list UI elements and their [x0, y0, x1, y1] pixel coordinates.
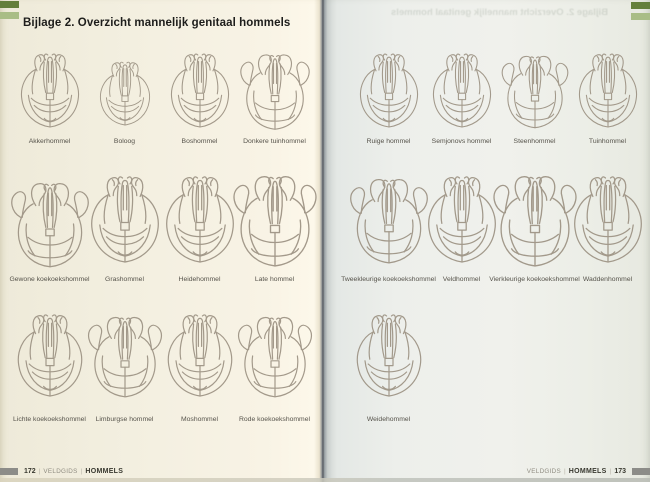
- figure-row: [352, 50, 644, 146]
- corner-bar-light-green-top-right: [631, 13, 650, 20]
- section-title: HOMMELS: [85, 467, 124, 475]
- genitalia-figure: [162, 169, 237, 284]
- figure-row: [9, 166, 312, 284]
- genitalia-drawing-icon: [164, 49, 236, 133]
- genitalia-figure: [237, 301, 312, 424]
- genitalia-drawing-icon: [234, 49, 316, 133]
- species-label: Weidehommel: [366, 416, 411, 423]
- book-title: VELDGIDS: [43, 467, 78, 475]
- species-label: Lichte koekoekshommel: [13, 416, 86, 423]
- genitalia-figure: [87, 55, 162, 146]
- genitalia-figure: [9, 177, 90, 284]
- species-label: Limburgse hommel: [95, 416, 154, 423]
- corner-bar-dark-green-top-left: [0, 1, 19, 8]
- figure-row: [12, 50, 312, 146]
- species-label: Akkerhommel: [28, 138, 71, 145]
- page-number: 173: [614, 467, 626, 475]
- genitalia-drawing-icon: [85, 301, 165, 411]
- genitalia-drawing-icon: [566, 169, 650, 271]
- footer-bar: [632, 468, 650, 475]
- footer-separator: |: [80, 467, 83, 475]
- figure-row: [352, 300, 644, 424]
- genitalia-figure: [12, 301, 87, 424]
- species-label: Gewone koekoekshommel: [9, 276, 90, 283]
- genitalia-drawing-icon: [160, 301, 240, 411]
- genitalia-figure: [12, 49, 87, 146]
- genitalia-figure: [352, 301, 425, 424]
- species-label: Tweekleurige koekoekshommel: [341, 276, 436, 283]
- page-title: Bijlage 2. Overzicht mannelijk genitaal hommels: [23, 16, 291, 29]
- species-label: Semjonovs hommel: [431, 138, 492, 145]
- genitalia-drawing-icon: [499, 49, 571, 133]
- genitalia-drawing-icon: [235, 301, 315, 411]
- genitalia-drawing-icon: [347, 169, 431, 271]
- book-title: VELDGIDS: [526, 467, 562, 475]
- species-label: Tuinhommel: [588, 138, 627, 145]
- species-label: Veldhommel: [442, 276, 481, 283]
- species-label: Grashommel: [105, 276, 144, 283]
- genitalia-figure: [498, 49, 571, 146]
- genitalia-figure: [425, 169, 498, 284]
- corner-bar-dark-green-top-right: [631, 2, 650, 9]
- genitalia-drawing-icon: [426, 49, 498, 133]
- right-page-footer: [527, 466, 650, 476]
- genitalia-figure: [352, 49, 425, 146]
- footer-separator: |: [564, 467, 566, 475]
- genitalia-figure: [489, 169, 580, 284]
- species-label: Steenhommel: [513, 138, 556, 145]
- genitalia-figure: [87, 169, 162, 284]
- genitalia-figure: [237, 169, 312, 284]
- footer-bar: [0, 468, 18, 475]
- left-page-footer: [0, 466, 123, 476]
- species-label: Boshommel: [181, 138, 218, 145]
- genitalia-drawing-icon: [83, 169, 167, 271]
- genitalia-drawing-icon: [353, 49, 425, 133]
- species-label: Waddenhommel: [582, 276, 633, 283]
- page-number: 172: [24, 467, 36, 475]
- genitalia-drawing-icon: [94, 55, 156, 133]
- genitalia-drawing-icon: [10, 301, 90, 411]
- species-label: Moshommel: [180, 416, 218, 423]
- genitalia-figure: [162, 49, 237, 146]
- genitalia-figure: [87, 301, 162, 424]
- genitalia-figure: [425, 49, 498, 146]
- species-label: Donkere tuinhommel: [243, 138, 306, 145]
- footer-separator: |: [38, 467, 41, 475]
- show-through-title: Bijlage 2. Overzicht mannelijk genitaal hommels: [391, 7, 608, 18]
- species-label: Late hommel: [254, 276, 295, 283]
- species-label: Vierkleurige koekoekshommel: [489, 276, 580, 283]
- figure-row: [12, 300, 312, 424]
- species-label: Ruige hommel: [366, 138, 411, 145]
- genitalia-figure: [571, 49, 644, 146]
- genitalia-drawing-icon: [14, 49, 86, 133]
- genitalia-drawing-icon: [572, 49, 644, 133]
- genitalia-figure: [341, 169, 436, 284]
- genitalia-figure: [162, 301, 237, 424]
- species-label: Boloog: [113, 138, 136, 145]
- corner-bar-light-green-top-left: [0, 12, 19, 19]
- genitalia-figure: [571, 169, 644, 284]
- species-label: Rode koekoekshommel: [238, 416, 311, 423]
- genitalia-drawing-icon: [349, 301, 429, 411]
- section-title: HOMMELS: [568, 467, 607, 475]
- genitalia-drawing-icon: [230, 169, 320, 271]
- genitalia-figure: [237, 49, 312, 146]
- footer-separator: |: [609, 467, 612, 475]
- species-label: Heidehommel: [178, 276, 221, 283]
- figure-row: [341, 166, 644, 284]
- genitalia-drawing-icon: [6, 177, 94, 271]
